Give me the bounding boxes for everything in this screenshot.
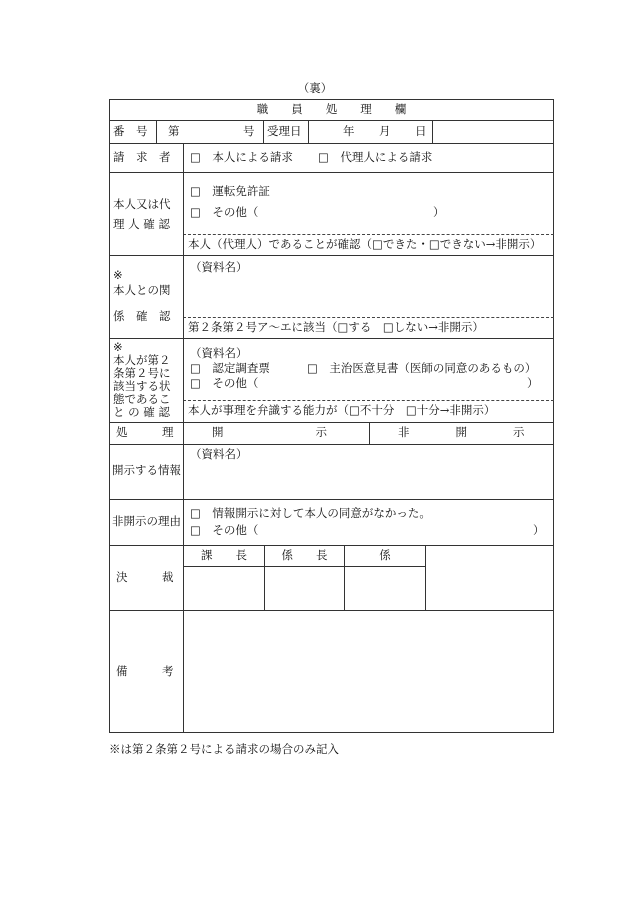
condition-ability-text: 本人が事理を弁識する能力が（□不十分 □十分→非開示） bbox=[188, 403, 496, 417]
identity-other-close: ） bbox=[433, 205, 445, 219]
received-date-label: 受理日 bbox=[267, 124, 302, 138]
rule bbox=[109, 338, 554, 339]
identity-confirm-text: 本人（代理人）であることが確認（□できた・□できない→非開示） bbox=[188, 237, 542, 251]
rule bbox=[369, 422, 370, 444]
condition-docname: （資料名） bbox=[190, 346, 248, 360]
reason-no-consent-option: □ 情報開示に対して本人の同意がなかった。 bbox=[190, 506, 431, 520]
reason-label: 非開示の理由 bbox=[112, 514, 181, 528]
number-dai: 第 bbox=[168, 124, 180, 138]
condition-label: と の 確 認 bbox=[113, 405, 170, 419]
info-label: 開示する情報 bbox=[112, 463, 181, 477]
condition-label: 該当する状 bbox=[113, 379, 171, 393]
dashed-rule bbox=[183, 400, 554, 401]
reason-other-option: □ その他（ bbox=[190, 523, 259, 537]
requester-label: 請 求 者 bbox=[113, 150, 171, 164]
approval-label: 決 裁 bbox=[116, 570, 174, 584]
rule bbox=[109, 255, 554, 256]
page-title: （裏） bbox=[297, 81, 333, 95]
identity-license-option: □ 運転免許証 bbox=[190, 184, 270, 198]
requester-self-option: □ 本人による請求 bbox=[190, 150, 293, 164]
approval-subsection-chief: 係 長 bbox=[281, 548, 328, 562]
rule bbox=[109, 499, 554, 500]
identity-label: 理 人 確 認 bbox=[113, 217, 170, 231]
relation-applies-text: 第２条第２号ア～エに該当（□する □しない→非開示） bbox=[188, 320, 484, 334]
rule bbox=[183, 143, 184, 733]
condition-doctor-option: □ 主治医意見書（医師の同意のあるもの） bbox=[307, 361, 537, 375]
identity-label: 本人又は代 bbox=[113, 197, 171, 211]
rule bbox=[425, 545, 426, 610]
identity-other-option: □ その他（ bbox=[190, 205, 259, 219]
rule bbox=[109, 444, 554, 445]
date-year: 年 bbox=[343, 124, 355, 138]
rule bbox=[183, 566, 425, 567]
relation-label: 本人との関 bbox=[113, 283, 171, 297]
condition-survey-option: □ 認定調査票 bbox=[190, 361, 270, 375]
condition-label: 本人が第２ bbox=[113, 353, 171, 367]
rule bbox=[263, 120, 264, 143]
relation-label: 係 確 認 bbox=[113, 309, 171, 323]
condition-label: 条第２号に bbox=[113, 366, 171, 380]
remarks-label: 備 考 bbox=[116, 664, 174, 678]
date-month: 月 bbox=[379, 124, 391, 138]
condition-mark: ※ bbox=[113, 340, 123, 354]
condition-label: 態であるこ bbox=[113, 392, 171, 406]
approval-section-chief: 課 長 bbox=[201, 548, 247, 562]
requester-proxy-option: □ 代理人による請求 bbox=[318, 150, 433, 164]
info-docname: （資料名） bbox=[190, 447, 248, 461]
date-day: 日 bbox=[415, 124, 427, 138]
rule bbox=[109, 120, 554, 121]
rule bbox=[156, 120, 157, 143]
condition-other-close: ） bbox=[527, 376, 539, 390]
rule bbox=[109, 143, 554, 144]
staff-section-header: 職 員 処 理 欄 bbox=[256, 102, 407, 116]
rule bbox=[432, 120, 433, 143]
rule bbox=[109, 610, 554, 611]
processing-label: 処 理 bbox=[116, 425, 174, 439]
processing-disclose: 開 示 bbox=[212, 425, 327, 439]
relation-mark: ※ bbox=[113, 268, 123, 282]
number-label: 番 号 bbox=[113, 124, 148, 138]
dashed-rule bbox=[183, 234, 554, 235]
reason-other-close: ） bbox=[533, 523, 545, 537]
footnote: ※は第２条第２号による請求の場合のみ記入 bbox=[109, 742, 339, 756]
number-go: 号 bbox=[243, 124, 255, 138]
relation-docname: （資料名） bbox=[190, 260, 248, 274]
rule bbox=[308, 120, 309, 143]
condition-other-option: □ その他（ bbox=[190, 376, 259, 390]
processing-nondisclose: 非 開 示 bbox=[398, 425, 525, 439]
rule bbox=[109, 172, 554, 173]
rule bbox=[109, 422, 554, 423]
dashed-rule bbox=[183, 317, 554, 318]
rule bbox=[109, 545, 554, 546]
approval-staff: 係 bbox=[379, 548, 391, 562]
